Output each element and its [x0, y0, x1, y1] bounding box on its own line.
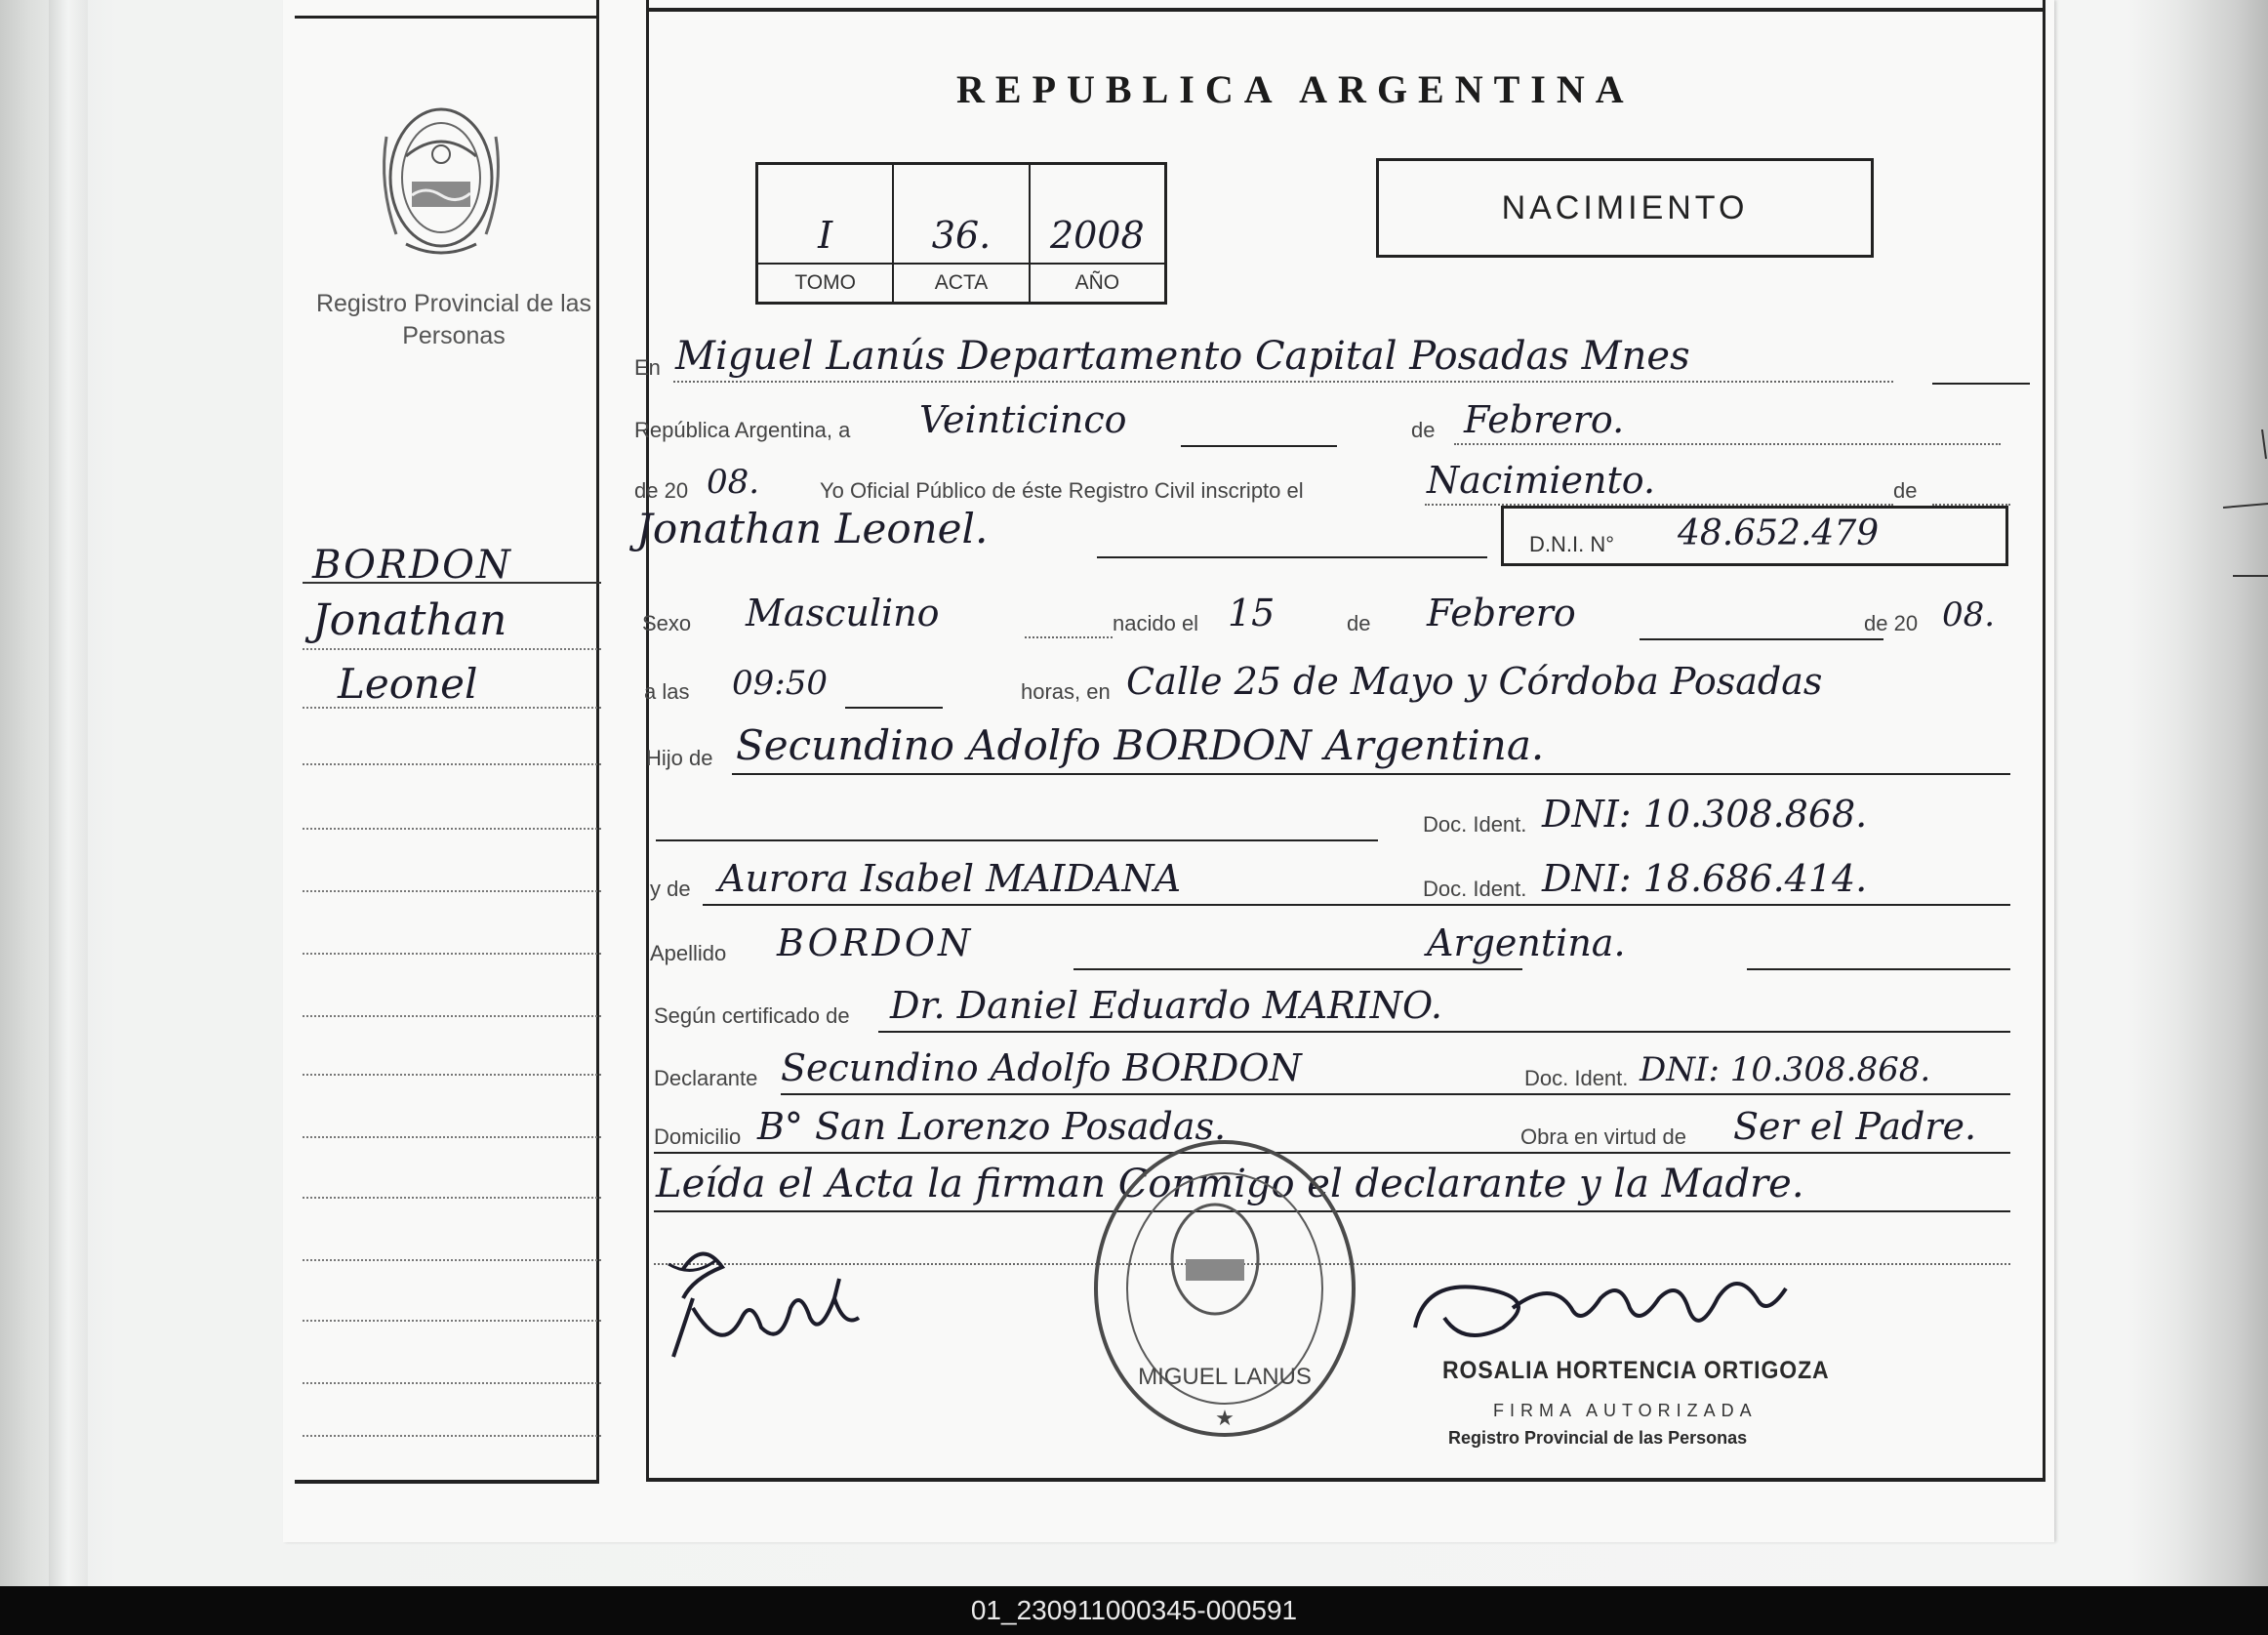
row-father-doc	[634, 785, 2049, 843]
sidebar-rule	[303, 582, 601, 584]
label-obra: Obra en virtud de	[1520, 1124, 1686, 1149]
fill-line	[1454, 443, 2001, 445]
sidebar-rule	[303, 953, 601, 955]
margin-bottom-rule	[295, 1480, 599, 1484]
ink-line	[845, 707, 943, 709]
label-domicilio: Domicilio	[654, 1124, 742, 1149]
adjacent-page-marks	[2213, 429, 2268, 586]
row-father	[634, 718, 2049, 777]
official-seal-icon	[1088, 1132, 1361, 1445]
fill-line	[673, 381, 1893, 383]
ink-line	[732, 773, 2010, 775]
value-closing: Leída el Acta la firman Conmigo el declarante y la Madre.	[656, 1162, 1804, 1206]
label-horas: horas, en	[1021, 679, 1111, 704]
ink-line	[1181, 445, 1337, 447]
tomo-label: TOMO	[758, 263, 892, 302]
ink-line	[1932, 383, 2030, 385]
sidebar-rule	[303, 1320, 601, 1322]
value-inscribed: Nacimiento.	[1427, 459, 1656, 502]
value-obra: Ser el Padre.	[1733, 1105, 1977, 1148]
row-sex	[634, 584, 2049, 642]
document-title: REPUBLICA ARGENTINA	[956, 67, 1635, 111]
value-month: Febrero.	[1464, 398, 1625, 441]
dni-box	[1501, 506, 2008, 566]
ink-line	[1073, 968, 1522, 970]
record-type-box: NACIMIENTO	[1376, 158, 1874, 258]
label-y-de: y de	[650, 877, 691, 901]
sidebar-rule	[303, 1259, 601, 1261]
label-doc-ident-3: Doc. Ident.	[1524, 1066, 1629, 1090]
registration-box	[755, 162, 1167, 305]
label-de-20: de 20	[634, 478, 689, 503]
margin-right-border	[596, 0, 599, 1484]
sidebar-given-name-2: Leonel	[338, 660, 478, 708]
sidebar-rule	[303, 1136, 601, 1138]
label-nacido: nacido el	[1113, 611, 1199, 635]
ano-cell	[1031, 165, 1164, 302]
ink-line	[1747, 968, 2010, 970]
row-surname	[634, 914, 2049, 972]
row-time-place	[634, 652, 2049, 711]
value-father: Secundino Adolfo BORDON Argentina.	[736, 721, 1545, 769]
sidebar-given-name-1: Jonathan	[312, 595, 507, 645]
sidebar-rule	[303, 1074, 601, 1076]
frame-bottom-rule	[646, 1478, 2045, 1482]
row-official	[634, 451, 2049, 510]
value-father-doc: DNI: 10.308.868.	[1542, 793, 1868, 836]
sidebar-rule	[303, 828, 601, 830]
acta-label: ACTA	[894, 263, 1028, 302]
label-official: Yo Oficial Público de éste Registro Civil inscripto el	[820, 478, 1304, 503]
official-organization: Registro Provincial de las Personas	[1448, 1428, 1748, 1448]
ano-value: 2008	[1049, 214, 1145, 257]
ink-line	[781, 1093, 2010, 1095]
sidebar-rule	[303, 1015, 601, 1017]
acta-value: 36.	[931, 214, 992, 257]
page-fold-shadow	[49, 0, 88, 1586]
value-birth-year: 08.	[1942, 595, 1996, 634]
image-caption: 01_230911000345-000591	[0, 1586, 2268, 1635]
organization-name: Registro Provincial de las Personas	[315, 290, 592, 349]
row-date	[634, 390, 2049, 449]
sidebar-rule	[303, 1382, 601, 1384]
label-de: de	[1411, 418, 1436, 442]
value-dni: 48.652.479	[1678, 513, 1880, 553]
label-certificado: Según certificado de	[654, 1003, 850, 1028]
label-apellido: Apellido	[650, 941, 727, 965]
label-hijo-de: Hijo de	[646, 746, 713, 770]
acta-cell	[894, 165, 1030, 302]
sidebar-rule	[303, 890, 601, 892]
row-location	[634, 328, 2049, 387]
svg-text:★: ★	[1215, 1406, 1235, 1430]
value-certificado: Dr. Daniel Eduardo MARINO.	[890, 984, 1442, 1027]
value-time: 09:50	[732, 664, 828, 703]
sidebar-surname: BORDON	[312, 543, 512, 588]
value-birth-month: Febrero	[1427, 592, 1576, 634]
sidebar-rule	[303, 1197, 601, 1199]
value-birth-day: 15	[1228, 592, 1276, 634]
value-mother: Aurora Isabel MAIDANA	[718, 857, 1182, 900]
value-year: 08.	[707, 463, 760, 502]
label-en: En	[634, 355, 661, 380]
ink-line	[656, 839, 1378, 841]
value-place: Calle 25 de Mayo y Córdoba Posadas	[1126, 660, 1823, 703]
value-declarante-doc: DNI: 10.308.868.	[1640, 1050, 1931, 1089]
official-signature	[1405, 1269, 1815, 1367]
ink-line	[1640, 638, 1883, 640]
label-sexo: Sexo	[642, 611, 692, 635]
ink-line	[703, 904, 2010, 906]
label-doc-ident: Doc. Ident.	[1423, 812, 1527, 837]
row-certificate	[634, 976, 2049, 1035]
official-name: ROSALIA HORTENCIA ORTIGOZA	[1442, 1357, 1830, 1384]
sidebar-rule	[303, 648, 601, 650]
label-republica: República Argentina, a	[634, 418, 851, 442]
value-domicilio: B° San Lorenzo Posadas.	[757, 1105, 1227, 1148]
value-sexo: Masculino	[746, 592, 940, 634]
tomo-value: I	[818, 214, 833, 257]
label-de-20-birth: de 20	[1864, 611, 1919, 635]
label-de-3: de	[1347, 611, 1371, 635]
label-doc-ident-2: Doc. Ident.	[1423, 877, 1527, 901]
official-role: FIRMA AUTORIZADA	[1493, 1401, 1758, 1420]
row-mother	[634, 849, 2049, 908]
label-de-2: de	[1893, 478, 1918, 503]
sidebar-rule	[303, 763, 601, 765]
value-location: Miguel Lanús Departamento Capital Posadas Mnes	[675, 334, 1690, 379]
provincial-seal-icon	[377, 98, 506, 264]
value-day: Veinticinco	[919, 398, 1127, 441]
value-declarante: Secundino Adolfo BORDON	[781, 1046, 1302, 1089]
seal-text: MIGUEL LANUS	[1138, 1364, 1312, 1390]
label-a-las: a las	[644, 679, 690, 704]
sidebar-rule	[303, 1435, 601, 1437]
row-declarant	[634, 1039, 2049, 1097]
value-apellido: BORDON	[777, 921, 974, 964]
value-mother-doc: DNI: 18.686.414.	[1542, 857, 1868, 900]
tomo-cell	[758, 165, 894, 302]
label-declarante: Declarante	[654, 1066, 758, 1090]
margin-top-rule	[295, 16, 599, 19]
value-nationality: Argentina.	[1427, 921, 1626, 964]
value-name: Jonathan Leonel.	[636, 505, 989, 552]
left-signature	[664, 1240, 888, 1367]
fill-line	[1025, 636, 1113, 638]
ano-label: AÑO	[1031, 263, 1164, 302]
frame-top-rule	[646, 8, 2045, 12]
ink-line	[878, 1031, 2010, 1033]
sidebar-rule	[303, 707, 601, 709]
label-dni: D.N.I. N°	[1529, 532, 1615, 556]
ink-line	[1097, 556, 1487, 558]
